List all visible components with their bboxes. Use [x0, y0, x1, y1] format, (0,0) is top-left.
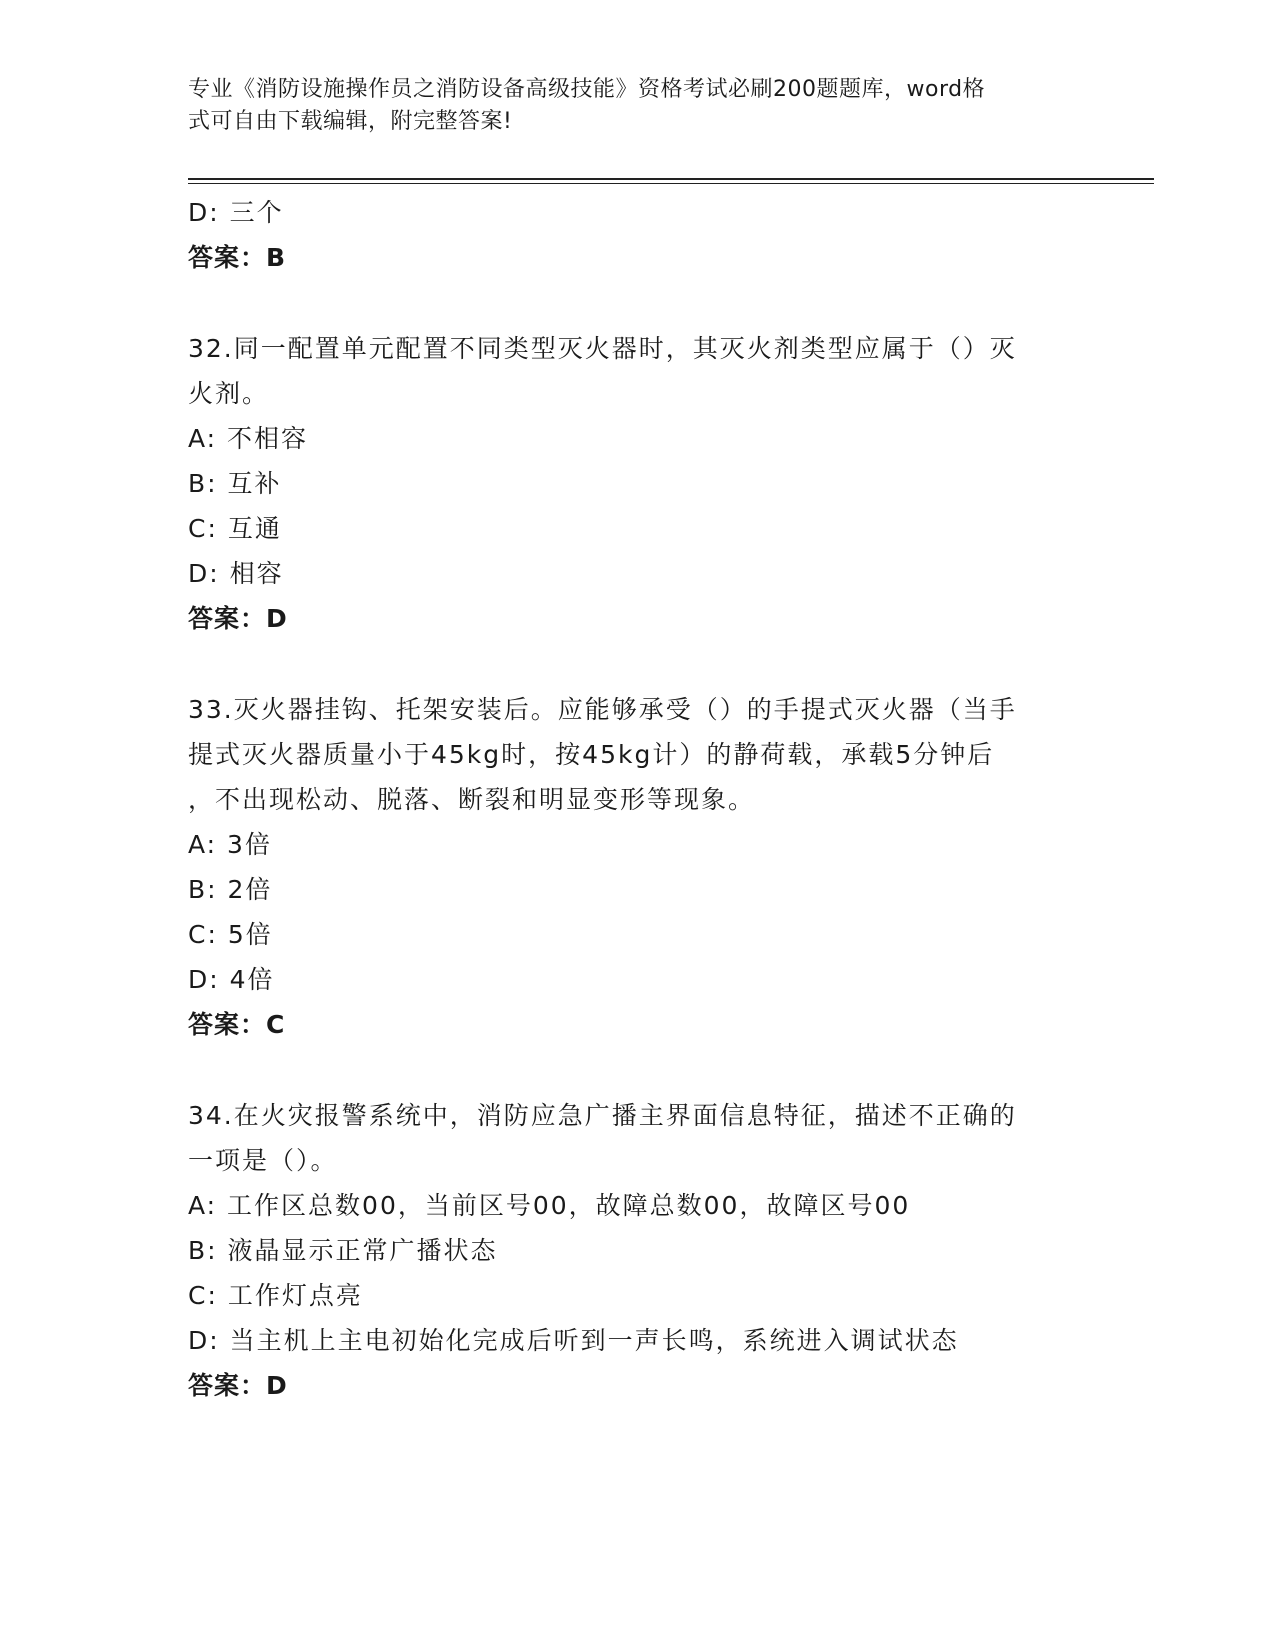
option-d: D: 相容 — [188, 559, 284, 588]
option-a: A: 不相容 — [188, 424, 309, 453]
question-line: 32.同一配置单元配置不同类型灭火器时，其灭火剂类型应属于（）灭 — [188, 334, 1017, 363]
option-b: B: 液晶显示正常广播状态 — [188, 1236, 498, 1265]
option-d: D: 三个 — [188, 198, 284, 227]
question-line: 提式灭火器质量小于45kg时，按45kg计）的静荷载，承载5分钟后 — [188, 740, 995, 769]
option-b: B: 2倍 — [188, 875, 273, 904]
option-c: C: 5倍 — [188, 920, 273, 949]
question-block-32 — [188, 326, 1088, 641]
previous-question-tail — [188, 190, 1088, 280]
header-rule-thick — [188, 178, 1154, 180]
question-block-33 — [188, 687, 1088, 1047]
answer-line: 答案：B — [188, 243, 287, 272]
header-rule-thin — [188, 183, 1154, 184]
option-d: D: 当主机上主电初始化完成后听到一声长鸣，系统进入调试状态 — [188, 1326, 959, 1355]
document-header — [188, 74, 1068, 138]
option-a: A: 工作区总数00，当前区号00，故障总数00，故障区号00 — [188, 1191, 911, 1220]
option-b: B: 互补 — [188, 469, 282, 498]
question-line: 34.在火灾报警系统中，消防应急广播主界面信息特征，描述不正确的 — [188, 1101, 1017, 1130]
option-a: A: 3倍 — [188, 830, 272, 859]
question-line: 33.灭火器挂钩、托架安装后。应能够承受（）的手提式灭火器（当手 — [188, 695, 1017, 724]
option-d: D: 4倍 — [188, 965, 275, 994]
question-line: 火剂。 — [188, 379, 270, 408]
header-line: 式可自由下载编辑，附完整答案! — [188, 109, 513, 134]
answer-line: 答案：C — [188, 1010, 286, 1039]
question-line: 一项是（）。 — [188, 1146, 338, 1175]
question-line: ，不出现松动、脱落、断裂和明显变形等现象。 — [188, 785, 756, 814]
option-c: C: 工作灯点亮 — [188, 1281, 363, 1310]
question-list — [188, 190, 1088, 1408]
option-c: C: 互通 — [188, 514, 282, 543]
header-line: 专业《消防设施操作员之消防设备高级技能》资格考试必刷200题题库，word格 — [188, 77, 986, 102]
question-block-34 — [188, 1093, 1088, 1408]
answer-line: 答案：D — [188, 604, 288, 633]
answer-line: 答案：D — [188, 1371, 288, 1400]
